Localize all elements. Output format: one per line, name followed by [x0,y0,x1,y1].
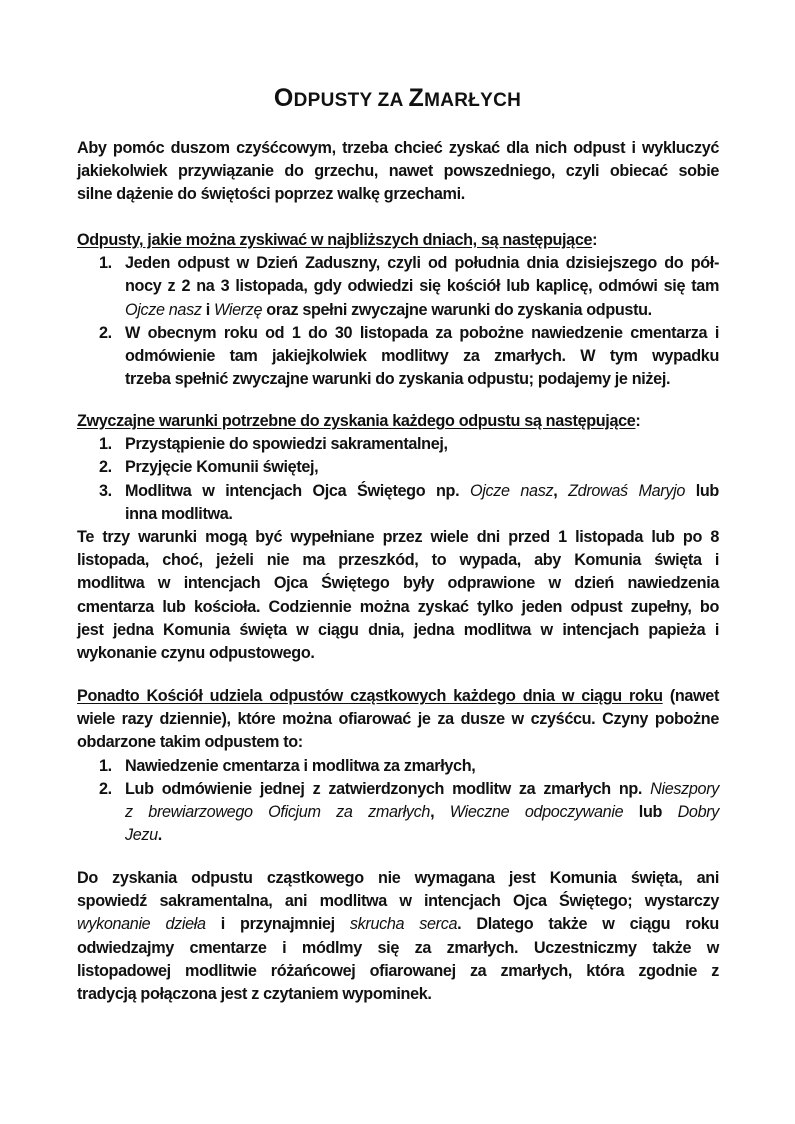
list-number: 3. [99,481,112,500]
section-current-indulgences [77,229,719,391]
conditions-paragraph: Te trzy warunki mogą być wypełniane przez wiele dni przed 1 listopada lub po 8 listopada, choć, jeżeli nie ma przeszkód, to wypada, aby Komunia święta i modlitwa w intencjach Ojca Świętego były odprawione w dzień nawiedzenia cmentarza lub kościoła. Codziennie można zyskać tylko jeden odpust zupełny, bo jest jedna Komunia święta w ciągu dnia, jedna modlitwa w intencjach papieża i wykonanie czynu odpustowego. [77,527,719,662]
section-partial-conditions: Do zyskania odpustu cząstkowego nie wymagana jest Komunia święta, ani spowiedź sakramentalna, ani modlitwa w intencjach Ojca Świętego; wystarczy wykonanie dzieła i przynajmniej skrucha serca. Dlatego także w ciągu roku odwiedzajmy cmentarze i módlmy się za zmarłych. Uczestniczmy także w listopadowej modlitwie różańcowej ofiarowanej za zmarłych, która zgodnie z tradycją połączona jest z czytaniem wypominek. [77,869,719,1003]
section-heading: Zwyczajne warunki potrzebne do zyskania każdego odpustu są następujące: [77,412,641,430]
list-number: 2. [99,458,112,477]
section-partial-indulgences: Ponadto Kościół udziela odpustów cząstkowych każdego dnia w ciągu roku (nawet wiele razy dziennie), które można ofiarować je za dusze w czyśćcu. Czyny pobożne obdarzone takim odpustem to: 1. Nawiedzenie cmentarza i modlitwa za zmarłych, 2. Lub odmówienie jednej z zatwierdzonych modlitw za zmarłych np. Nieszpory z brewiarzowego Oficjum za zmarłych, Wieczne odpoczywanie lub Dobry Jezu. [77,685,719,847]
list-number: 2. [99,323,112,342]
intro-line: silne dążenie do świętości poprzez walkę grzechami. [77,185,465,204]
section-heading: Odpusty, jakie można zyskiwać w najbliższych dniach, są następujące: [77,231,598,249]
section-heading: Ponadto Kościół udziela odpustów cząstkowych każdego dnia w ciągu roku (nawet [77,687,719,705]
list-number: 1. [99,756,112,775]
list-number: 1. [99,254,112,273]
list-item: 2. W obecnym roku od 1 do 30 listopada za pobożne nawiedzenie cmentarza i odmówienie tam jakiejkolwiek modlitwy za zmarłych. W tym wypadku trzeba spełnić zwyczajne warunki do zyskania odpustu; podajemy je niżej. [99,323,719,389]
list-item: 1. Nawiedzenie cmentarza i modlitwa za zmarłych, [77,755,719,778]
list-item: 1. Jeden odpust w Dzień Zaduszny, czyli od południa dnia dzisiejszego do pół- nocy z 2 na 3 listopada, gdy odwiedzi się kościół lub kaplicę, odmówi się tam Ojcze nasz i Wierzę oraz spełni zwyczajne warunki do zyskania odpustu. [99,254,719,319]
list-item: 3. Modlitwa w intencjach Ojca Świętego np. Ojcze nasz, Zdrowaś Maryjo lub inna modlitwa. [99,481,719,523]
list-item: 2. Przyjęcie Komunii świętej, [77,456,719,479]
intro-line: Aby pomóc duszom czyśćcowym, trzeba chcieć zyskać dla nich odpust i wykluczyć [77,139,719,157]
list-number: 1. [99,435,112,454]
list-item: 2. Lub odmówienie jednej z zatwierdzonych modlitw za zmarłych np. Nieszpory z brewiarzowego Oficjum za zmarłych, Wieczne odpoczywanie lub Dobry Jezu. [99,779,720,845]
intro-paragraph [77,137,719,207]
section-usual-conditions [77,410,719,665]
intro-line: jakiekolwiek przywiązanie do grzechu, nawet powszedniego, czyli obiecać sobie [77,162,719,181]
list-item: 1. Przystąpienie do spowiedzi sakramentalnej, [77,433,719,456]
page-title: ODPUSTY ZA ZMARŁYCH [273,84,522,112]
list-number: 2. [99,779,112,798]
